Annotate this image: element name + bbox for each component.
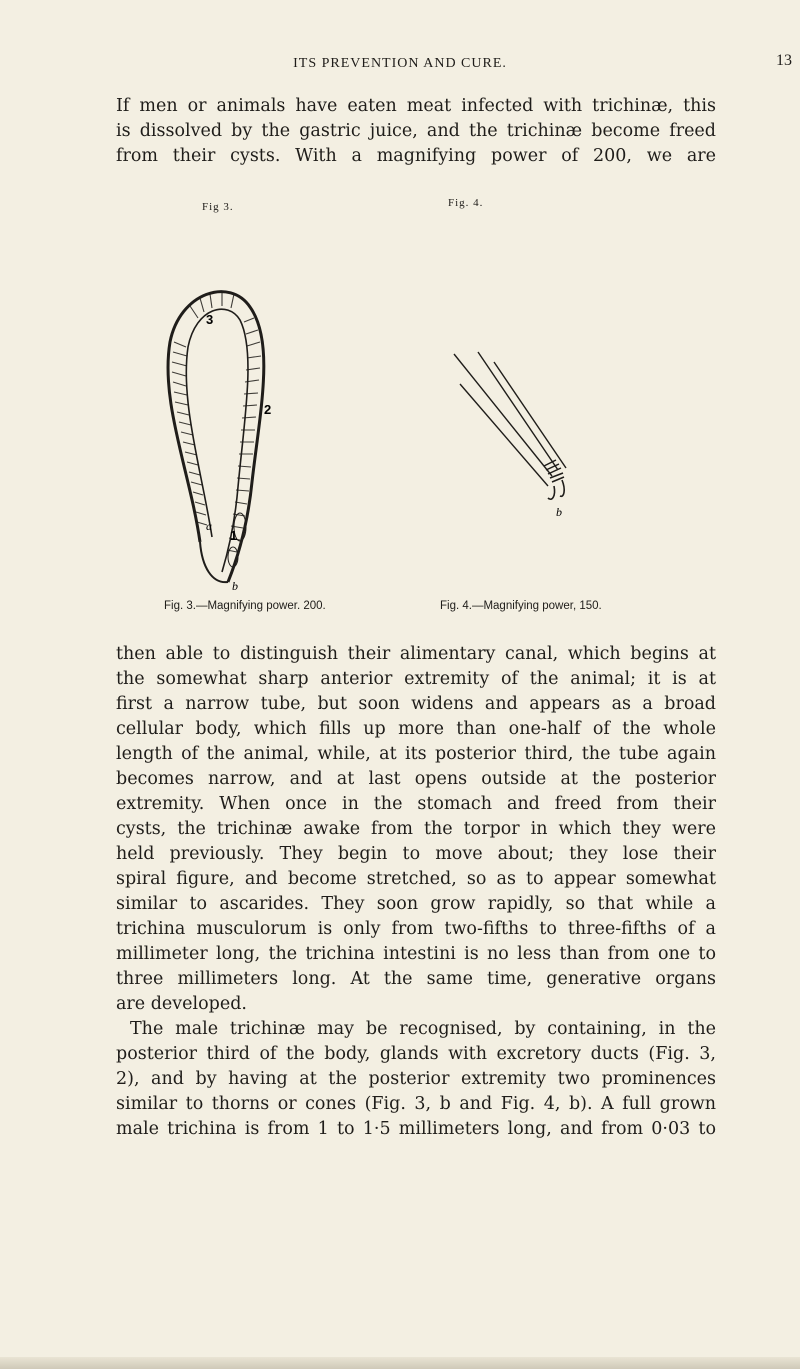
- running-head: ITS PREVENTION AND CURE.: [293, 56, 507, 71]
- fig3-caption: Fig. 3.—Magnifying power. 200.: [164, 600, 326, 612]
- fig4-label: Fig. 4.: [448, 197, 484, 209]
- fig3-mark-b: b: [232, 579, 238, 593]
- body-line: millimeter long, the trichina intestini is no less than from one to: [116, 944, 716, 964]
- male-line: 2), and by having at the posterior extremity two prominences: [116, 1069, 716, 1089]
- body-line: first a narrow tube, but soon widens and appears as a broad: [116, 694, 716, 714]
- male-line: The male trichinæ may be recognised, by containing, in the: [130, 1019, 716, 1039]
- fig4-caption: Fig. 4.—Magnifying power, 150.: [440, 600, 602, 612]
- intro-line: is dissolved by the gastric juice, and the trichinæ become freed: [116, 121, 716, 141]
- body-line: cysts, the trichinæ awake from the torpor in which they were: [116, 819, 716, 839]
- fig3-label: Fig 3.: [202, 201, 234, 213]
- body-line: then able to distinguish their alimentary canal, which begins at: [116, 644, 716, 664]
- fig3-mark-3: 3: [206, 312, 214, 327]
- body-line: three millimeters long. At the same time, generative organs: [116, 969, 716, 989]
- page-bottom-edge: [0, 1357, 800, 1369]
- body-line: spiral figure, and become stretched, so as to appear somewhat: [116, 869, 716, 889]
- male-line: male trichina is from 1 to 1·5 millimeters long, and from 0·03 to: [116, 1119, 716, 1139]
- body-line: cellular body, which fills up more than one-half of the whole: [116, 719, 716, 739]
- fig3-mark-2: 2: [264, 402, 272, 417]
- body-line: held previously. They begin to move about; they lose their: [116, 844, 716, 864]
- body-line: trichina musculorum is only from two-fifths to three-fifths of a: [116, 919, 716, 939]
- body-line: the somewhat sharp anterior extremity of the animal; it is at: [116, 669, 716, 689]
- intro-line: If men or animals have eaten meat infected with trichinæ, this: [116, 96, 716, 116]
- body-line: length of the animal, while, at its posterior third, the tube again: [116, 744, 716, 764]
- fig3-illustration: [140, 272, 310, 602]
- male-line: posterior third of the body, glands with excretory ducts (Fig. 3,: [116, 1044, 716, 1064]
- body-line: becomes narrow, and at last opens outside at the posterior: [116, 769, 716, 789]
- fig3-mark-a: a: [206, 519, 212, 533]
- body-line: extremity. When once in the stomach and freed from their: [116, 794, 716, 814]
- fig4-mark-b: b: [556, 505, 562, 519]
- fig3-mark-1: 1: [230, 528, 238, 543]
- fig4-illustration: [440, 350, 580, 520]
- intro-line: from their cysts. With a magnifying power of 200, we are: [116, 146, 716, 166]
- male-line: similar to thorns or cones (Fig. 3, b and Fig. 4, b). A full grown: [116, 1094, 716, 1114]
- body-line: are developed.: [116, 994, 247, 1014]
- page-number: 13: [776, 52, 792, 69]
- body-line: similar to ascarides. They soon grow rapidly, so that while a: [116, 894, 716, 914]
